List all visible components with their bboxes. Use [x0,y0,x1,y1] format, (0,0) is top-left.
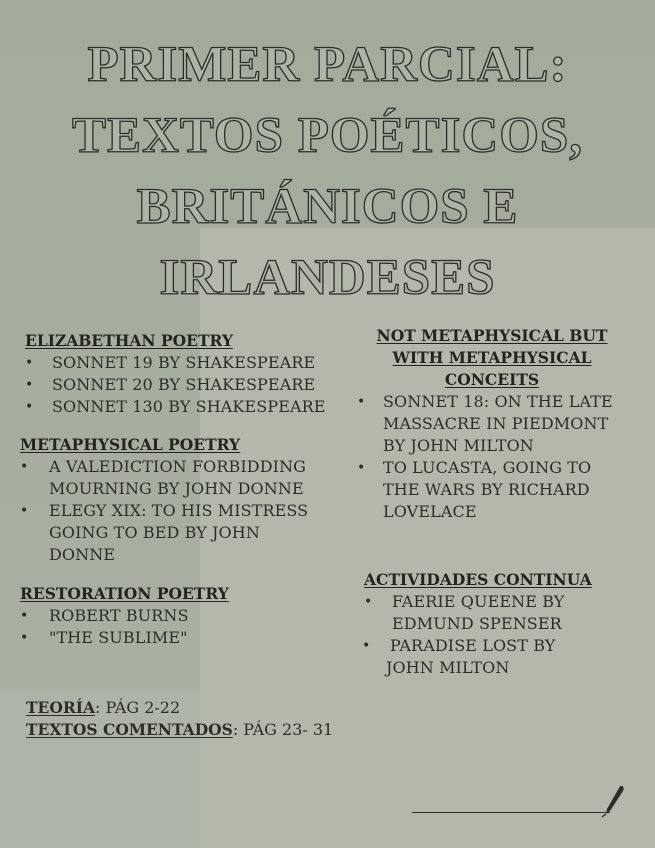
page-title [0,30,655,314]
list-item-text: EDMUND SPENSER [392,614,562,633]
heading-actividades-continua: ACTIVIDADES CONTINUA [364,570,592,589]
heading-restoration-poetry: RESTORATION POETRY [20,584,229,603]
list-item-text: ROBERT BURNS [49,606,189,625]
list-item-text: FAERIE QUEENE BY [392,592,565,611]
list-item [20,500,308,566]
bullet: • [20,459,29,475]
list-item [20,605,189,627]
list-item [25,396,326,418]
teoria-label: TEORÍA [26,698,96,717]
bullet: • [362,638,371,654]
bullet: • [20,608,29,624]
pen-icon [598,784,626,818]
list-item-text: TO LUCASTA, GOING TO [383,458,592,477]
heading-metaphysical-poetry: METAPHYSICAL POETRY [20,435,241,454]
list-item-text: PARADISE LOST BY [390,636,556,655]
list-item-text: MOURNING BY JOHN DONNE [49,479,304,498]
bullet: • [20,503,29,519]
list-restoration-poetry [20,605,189,649]
list-item-text: GOING TO BED BY JOHN [49,523,260,542]
list-elizabethan-poetry [25,352,326,418]
bullet: • [20,630,29,646]
list-item [25,374,326,396]
list-metaphysical-poetry [20,456,308,566]
signature-line [412,812,610,813]
list-item-text: BY JOHN MILTON [383,436,534,455]
list-item-text: DONNE [49,545,116,564]
title-line-2: TEXTOS POÉTICOS, [71,108,584,164]
list-item-text: MASSACRE IN PIEDMONT [383,414,609,433]
teoria-line [26,697,180,719]
list-item [362,635,564,679]
list-item [357,457,613,523]
list-item [357,391,613,457]
bullet: • [25,399,34,415]
list-item-text: "THE SUBLIME" [49,628,188,647]
textos-comentados-line [26,719,333,741]
textos-comentados-value: : PÁG 23- 31 [232,720,334,739]
list-item-text: ELEGY XIX: TO HIS MISTRESS [49,501,309,520]
teoria-value: : PÁG 2-22 [95,698,181,717]
list-item-text: SONNET 18: ON THE LATE [383,392,613,411]
heading-not-metaphysical [360,325,624,391]
title-line-3: BRITÁNICOS E [136,179,519,235]
list-not-metaphysical [357,391,613,523]
list-actividades-continua [364,591,564,679]
list-item-text: JOHN MILTON [386,658,510,677]
list-item [364,591,564,635]
list-item-text: SONNET 130 BY SHAKESPEARE [52,397,326,416]
bullet: • [357,394,366,410]
title-line-4: IRLANDESES [159,250,496,306]
list-item-text: A VALEDICTION FORBIDDING [49,457,307,476]
heading-elizabethan-poetry: ELIZABETHAN POETRY [25,331,233,350]
list-item-text: SONNET 20 BY SHAKESPEARE [52,375,316,394]
title-line-1: PRIMER PARCIAL: [87,37,568,93]
list-item [20,456,308,500]
bullet: • [364,594,373,610]
heading-line: CONCEITS [444,370,540,389]
heading-line: WITH METAPHYSICAL [392,348,592,367]
list-item-text: SONNET 19 BY SHAKESPEARE [52,353,316,372]
list-item [20,627,189,649]
bullet: • [357,460,366,476]
list-item [25,352,326,374]
heading-line: NOT METAPHYSICAL BUT [376,326,608,345]
list-item-text: THE WARS BY RICHARD [383,480,590,499]
bullet: • [25,355,34,371]
list-item-text: LOVELACE [383,502,477,521]
textos-comentados-label: TEXTOS COMENTADOS [26,720,233,739]
bullet: • [25,377,34,393]
